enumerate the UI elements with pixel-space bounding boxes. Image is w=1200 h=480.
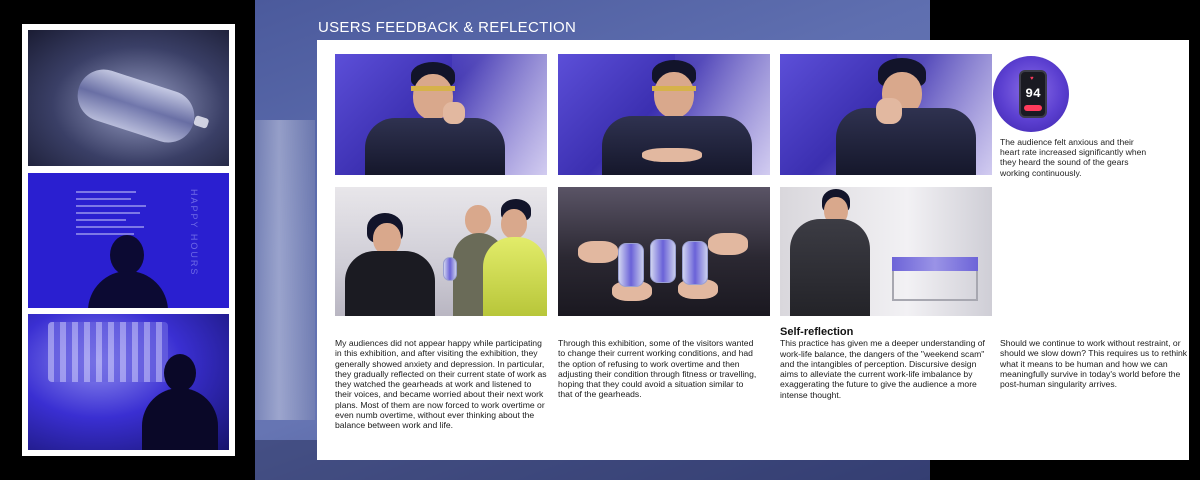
left-photo-column — [22, 24, 235, 456]
can-shape — [71, 63, 201, 150]
watch-status-bar — [1024, 105, 1042, 111]
smartwatch — [1019, 70, 1047, 118]
visitor-silhouette — [138, 354, 218, 450]
photo-visitors-holding-jar — [335, 187, 547, 316]
self-reflection-text: This practice has given me a deeper understanding of work-life balance, the dangers of the "weekend scam" and the intangibles of perception. Discursive design aims to alleviate the current work-life imbalance by exaggerating the future to give the audience a more intense thought. — [780, 338, 985, 400]
photo-visitor-headband-3 — [780, 54, 992, 175]
heart-icon: ♥ — [1030, 76, 1034, 82]
photo-gear-installation — [28, 314, 229, 450]
watch-caption: The audience felt anxious and their heart rate increased significantly when they heard the sound of the gears working continuously. — [1000, 137, 1147, 178]
heart-rate-reading: 94 — [1025, 86, 1041, 101]
background-chair — [255, 120, 315, 420]
feedback-text-2: Through this exhibition, some of the visitors wanted to change their current working conditions, and had the option of refusing to work overtime and then adjusting their condition through fitness or travelling, hoping that they could avoid a situation similar to that of the gearheads. — [558, 338, 757, 400]
self-reflection-heading: Self-reflection — [780, 326, 854, 338]
photo-heart-rate-watch — [993, 56, 1069, 132]
photo-can-in-ice — [28, 30, 229, 166]
visitor-silhouette — [88, 235, 168, 308]
feedback-text-1: My audiences did not appear happy while participating in this exhibition, and after visiting the exhibition, they generally showed anxiety and depression. In particular, they gradually reflected on their current state of work as they watched the gearheads at work and listened to their voices, and became worried about their next work plans. Most of them are now forced to work overtime or even numb overtime, without ever thinking about the balance between work and life. — [335, 338, 547, 431]
photo-visitor-headband-1 — [335, 54, 547, 175]
wall-text-lines — [76, 191, 146, 240]
self-reflection-block — [780, 327, 986, 400]
happy-hours-vertical-text: HAPPY HOURS — [189, 189, 199, 277]
can-cap — [193, 115, 209, 129]
feedback-panel — [317, 40, 1189, 460]
section-title: USERS FEEDBACK & REFLECTION — [318, 19, 577, 36]
photo-happy-hours-wall — [28, 173, 229, 308]
photo-hands-with-jars — [558, 187, 770, 316]
closing-question-text: Should we continue to work without restraint, or should we slow down? This requires us to rethink what it means to be human and how we can meaningfully survive in today's world before the post-human singularity arrives. — [1000, 338, 1188, 390]
photo-visitor-headband-2 — [558, 54, 770, 175]
photo-visitors-viewing-installation — [780, 187, 992, 316]
